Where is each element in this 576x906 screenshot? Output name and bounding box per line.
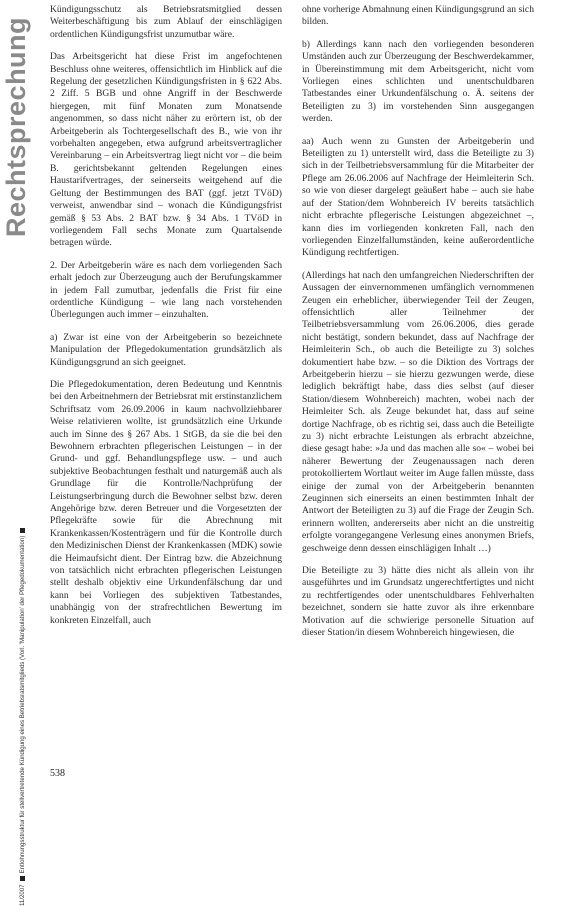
- issue-label: 11/2007: [19, 884, 26, 906]
- section-title: Rechtsprechung: [1, 16, 31, 237]
- paragraph: Die Pflegedokumentation, deren Bedeutung und Kenntnis bei den Arbeitnehmern der Betriebsrat mit erstinstanzlichem Schriftsatz vom 26.09.2006 in kaum nachvollziehbarer Weise relativieren wollte, ist grundsätzlich eine Urkunde auch im Sinne des § 267 Abs. 1 StGB, da sie die bei den Bewohnern erbrachten pflegerischen Leistungen – in der Grund- und ggf. Behandlungspflege usw. – und auch subjektive Beobachtungen festhalt und naturgemäß auch als Grundlage für die Kontrolle/Nachprüfung der Leistungserbringung durch die Bewohner selbst bzw. deren Angehörige bzw. deren Betreuer und die Vorgesetzten der Pflegekräfte sowie für die Abrechnung mit Krankenkassen/Kostenträgern und für die Kontrolle durch den Medizinischen Dienst der Krankenkassen (MDK) sowie die Heimaufsicht dient. Der Eintrag bzw. die Abzeichnung von tatsächlich nicht erbrachten pflegerischen Leistungen stellt deshalb objektiv eine Urkundenfälschung dar und kann bei Vorliegen des subjektiven Tatbestandes, unabhängig von der strafrechtlichen Bewertung im konkreten Einzelfall, auch: [50, 378, 282, 626]
- right-column: [302, 4, 534, 650]
- square-bullet-icon: [20, 528, 25, 533]
- paragraph: 2. Der Arbeitgeberin wäre es nach dem vorliegenden Sach erhalt jedoch zur Überzeugung auch der Berufungskammer in jedem Fall zumutbar, jedenfalls die Frist für eine ordentliche Kündigung – wie lang nach vorstehenden Überlegungen auch immer – einzuhalten.: [50, 259, 282, 321]
- journal-caption: [19, 346, 31, 906]
- paragraph: Das Arbeitsgericht hat diese Frist im angefochtenen Beschluss ohne weiteres, offensichtlich im Hinblick auf die Regelung der gesetzlichen Kündigungsfristen in § 622 Abs. 2 Ziff. 5 BGB und ohne Angriff in der Beschwerde hiergegen, mit fünf Monaten zum Monatsende angenommen, so dass nicht näher zu erörtern ist, ob der Arbeitgeberin als Tochtergesellschaft des B., wie von ihr vorbehalten angegeben, etwa aufgrund arbeitsvertraglicher Vereinbarung – ein Arbeitsvertrag liegt nicht vor – die beim B. gerichtsbekannt geltenden Regelungen eines Haustarifvertrages, der seinerseits weitgehend auf die Geltung der Bestimmungen des BAT (ggf. jetzt TVöD) verweist, anwendbar sind – wonach die Kündigungsfrist gemäß § 53 Abs. 2 BAT bzw. § 34 Abs. 1 TVöD in vorliegendem Fall sechs Monate zum Quartalsende betragen würde.: [50, 51, 282, 249]
- paragraph: aa) Auch wenn zu Gunsten der Arbeitgeberin und Beteiligten zu 1) unterstellt wird, dass die Beteiligte zu 3) sich in der Teilbetriebsversammlung für die Mitarbeiter der Pflege am 26.06.2006 auf Nachfrage der Heimleiterin Sch. so wie von dieser dargelegt geäußert habe – auch sie habe auf der Station/dem Wohnbereich IV bereits tatsächlich nicht erbrachte pflegerische Leistungen abgezeichnet –, kann dies im vorliegenden konkreten Fall, nach den vorliegenden Einzelfallumständen, keine außerordentliche Kündigung rechtfertigen.: [302, 135, 534, 259]
- paragraph: Kündigungsschutz als Betriebsratsmitglied dessen Weiterbeschäftigung bis zum Ablauf der einschlägigen ordentlichen Kündigungsfrist unzumutbar wäre.: [50, 4, 282, 40]
- caption-text: Entlohnungsstruktur für stellvertretende Kündigung eines Betriebsratsmitglieds (Vorl. 'Manipulation' der Pflegedokumentation): [19, 535, 26, 874]
- sidebar: [0, 0, 34, 906]
- square-bullet-icon: [20, 876, 25, 881]
- page-number: 538: [50, 768, 65, 779]
- paragraph: b) Allerdings kann nach den vorliegenden besonderen Umständen auch zur Überzeugung der Beschwerdekammer, in Übereinstimmung mit dem Arbeitsgericht, nicht vom Vorliegen eines schlichten und unentschuldbaren Tatbestandes einer Urkundenfälschung o. Ä. seitens der Beteiligten zu 3) im vorstehenden Sinn ausgegangen werden.: [302, 38, 534, 125]
- left-column: [50, 4, 282, 637]
- paragraph: (Allerdings hat nach den umfangreichen Niederschriften der Aussagen der einvernommenen umfänglich vernommenen Zeugen ein erheblicher, überwiegender Teil der Zeugen, offensichtlich aller Teilnehmer der Teilbetriebsversammlung vom 26.06.2006, dies gerade nicht bestätigt, sondern bekundet, dass auf Nachfrage der Heimleiterin Sch., ob auch die Beteiligte zu 3) solches dokumentiert habe bzw. – so die Diktion des Vortrags der Arbeitgeberin hierzu – sie hierzu gezwungen werde, diese lediglich bekräftigt habe, dass dies selbst (auf dieser Station/diesem Wohnbereich) machten, wobei nach der Heimleiter Sch. als Zeuge bekundet hat, dass auf seine dortige Nachfrage, ob es richtig sei, dass auch die Beteiligte zu 3) nicht erbrachte Leistungen als erbracht abzeichne, diese gesagt habe: »Ja und das machen alle so« – wobei bei näherer Bewertung der Zeugenaussagen nach deren protokolliertem Wortlaut weiter im Auge fallen müsste, dass einige der zumal von der Arbeitgeberin benannten Zeuginnen sich einerseits an einen bestimmten Inhalt der Antwort der Beteiligten zu 3) auf die Frage der Zeugin Sch. erinnern wollten, andererseits aber nicht an die unstreitig erfolgte vorangegangene Verlesung eines anonymen Briefs, geschweige denn dessen einschlägigen Inhalt …): [302, 269, 534, 554]
- paragraph: a) Zwar ist eine von der Arbeitgeberin so bezeichnete Manipulation der Pflegedokumentation grundsätzlich als Kündigungsgrund an sich geeignet.: [50, 331, 282, 368]
- paragraph: Die Beteiligte zu 3) hätte dies nicht als allein von ihr ausgeführtes und im Grundsatz ungerechtfertigtes und nicht zu rechtfertigendes oder unentschuldbares Fehlverhalten bezeichnet, sondern sie hatte zuvor als ihre erkennbare Motivation auf die schwierige personelle Situation auf dieser Station/in diesem Wohnbereich hingewiesen, die: [302, 565, 534, 639]
- paragraph: ohne vorherige Abmahnung einen Kündigungsgrund an sich bilden.: [302, 4, 534, 28]
